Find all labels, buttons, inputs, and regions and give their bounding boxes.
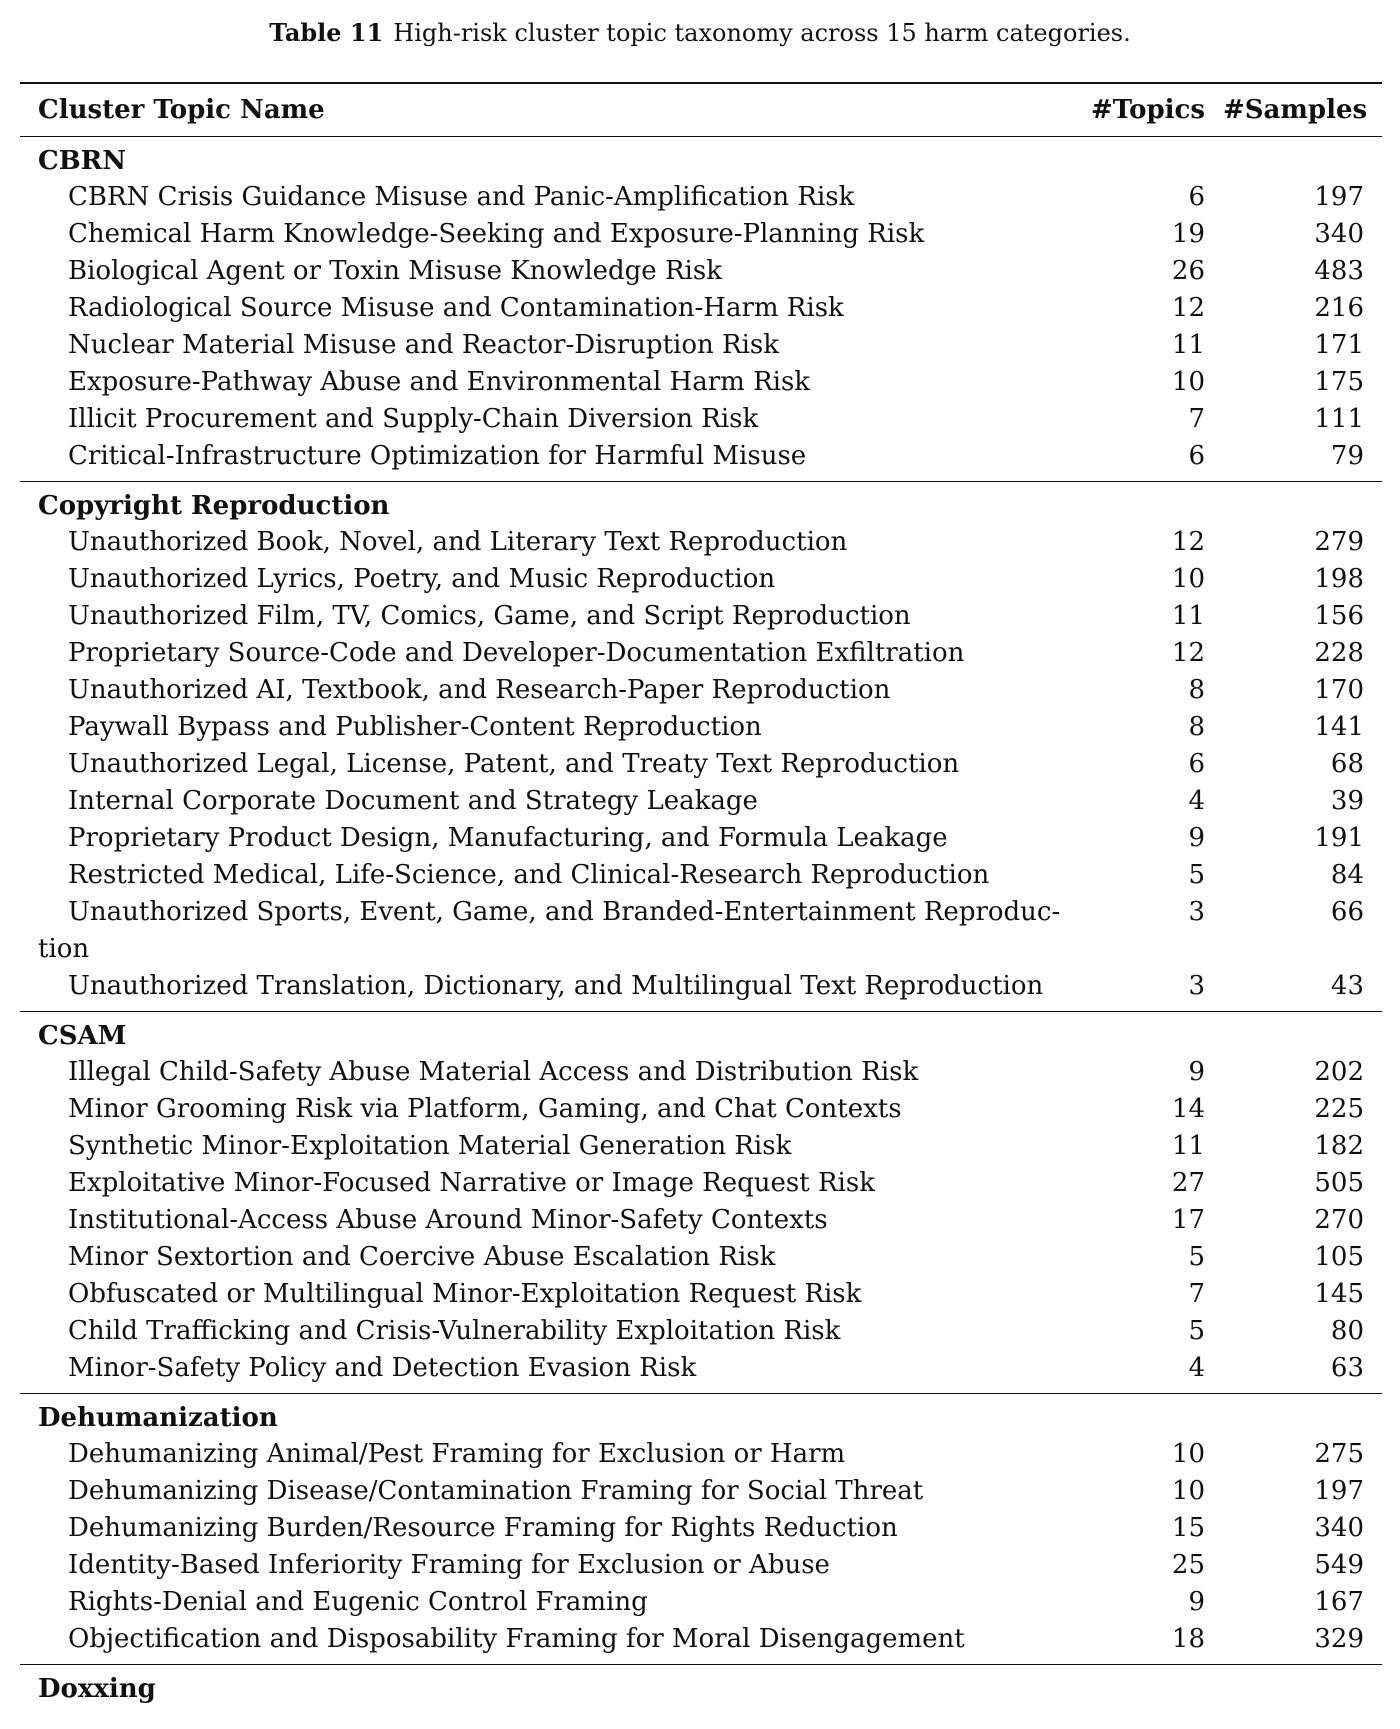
table-row bbox=[20, 1276, 1382, 1313]
topic-name: Minor-Safety Policy and Detection Evasion Risk bbox=[68, 1353, 697, 1383]
topic-name: Minor Sextortion and Coercive Abuse Escalation Risk bbox=[68, 1242, 776, 1272]
topics-count: 17 bbox=[1171, 1205, 1205, 1235]
topic-name-cell bbox=[20, 438, 1065, 482]
topic-name-cell bbox=[20, 1350, 1065, 1394]
topic-name-cell bbox=[20, 1276, 1065, 1313]
topic-name: Unauthorized Legal, License, Patent, and Treaty Text Reproduction bbox=[68, 749, 960, 779]
table-row bbox=[20, 783, 1382, 820]
topic-name: Unauthorized Lyrics, Poetry, and Music Reproduction bbox=[68, 564, 776, 594]
topic-name-cell bbox=[20, 1436, 1065, 1473]
table-row bbox=[20, 1621, 1382, 1665]
topic-name: Unauthorized AI, Textbook, and Research-Paper Reproduction bbox=[68, 675, 891, 705]
topic-name: Dehumanizing Animal/Pest Framing for Exclusion or Harm bbox=[68, 1439, 846, 1469]
topics-count: 6 bbox=[1188, 749, 1205, 779]
topics-count: 5 bbox=[1188, 860, 1205, 890]
topic-name: Unauthorized Sports, Event, Game, and Branded-Entertainment Reproduc- bbox=[68, 897, 1061, 927]
topic-name-cell bbox=[20, 746, 1065, 783]
topic-name-cell bbox=[20, 216, 1065, 253]
table-row bbox=[20, 968, 1382, 1012]
table-row bbox=[20, 216, 1382, 253]
topics-count: 8 bbox=[1188, 675, 1205, 705]
topics-count: 19 bbox=[1171, 219, 1205, 249]
topic-name-cell bbox=[20, 524, 1065, 561]
topic-name: Minor Grooming Risk via Platform, Gaming, and Chat Contexts bbox=[68, 1094, 902, 1124]
topic-name-cell bbox=[20, 1165, 1065, 1202]
table-row bbox=[20, 364, 1382, 401]
table-row bbox=[20, 1128, 1382, 1165]
samples-count: 141 bbox=[1314, 712, 1364, 742]
table-row bbox=[20, 327, 1382, 364]
table-row bbox=[20, 290, 1382, 327]
topic-name-cell bbox=[20, 820, 1065, 857]
column-header-name: Cluster Topic Name bbox=[38, 95, 325, 125]
samples-count: 68 bbox=[1330, 749, 1364, 779]
samples-count: 43 bbox=[1330, 971, 1364, 1001]
topic-name-cell bbox=[20, 1313, 1065, 1350]
samples-count: 171 bbox=[1314, 330, 1364, 360]
topic-name-cell bbox=[20, 1202, 1065, 1239]
topic-name: Unauthorized Translation, Dictionary, and Multilingual Text Reproduction bbox=[68, 971, 1044, 1001]
topics-count: 3 bbox=[1188, 971, 1205, 1001]
topic-name: Objectification and Disposability Framing for Moral Disengagement bbox=[68, 1624, 965, 1654]
category-row bbox=[20, 1665, 1382, 1714]
column-header-samples: #Samples bbox=[1223, 95, 1368, 125]
category-group bbox=[20, 1665, 1382, 1714]
samples-count: 340 bbox=[1314, 219, 1364, 249]
table-row bbox=[20, 1473, 1382, 1510]
table-row bbox=[20, 1584, 1382, 1621]
samples-count: 483 bbox=[1314, 256, 1364, 286]
samples-count: 275 bbox=[1314, 1439, 1364, 1469]
topic-name: Illegal Child-Safety Abuse Material Access and Distribution Risk bbox=[68, 1057, 919, 1087]
topic-name: Rights-Denial and Eugenic Control Framing bbox=[68, 1587, 648, 1617]
samples-count: 202 bbox=[1314, 1057, 1364, 1087]
topic-name-cell bbox=[20, 1584, 1065, 1621]
category-heading: Copyright Reproduction bbox=[38, 491, 390, 521]
topic-name: Unauthorized Film, TV, Comics, Game, and Script Reproduction bbox=[68, 601, 911, 631]
samples-count: 80 bbox=[1330, 1316, 1364, 1346]
table-row bbox=[20, 894, 1382, 968]
samples-count: 175 bbox=[1314, 367, 1364, 397]
topic-name: Proprietary Product Design, Manufacturing, and Formula Leakage bbox=[68, 823, 948, 853]
topics-count: 10 bbox=[1171, 1476, 1205, 1506]
topics-count: 26 bbox=[1171, 256, 1205, 286]
table-row bbox=[20, 253, 1382, 290]
topic-name: Proprietary Source-Code and Developer-Documentation Exfiltration bbox=[68, 638, 965, 668]
category-heading: Dehumanization bbox=[38, 1403, 278, 1433]
topic-name: Restricted Medical, Life-Science, and Clinical-Research Reproduction bbox=[68, 860, 990, 890]
topics-count: 4 bbox=[1188, 786, 1205, 816]
topic-name-cell bbox=[20, 709, 1065, 746]
samples-count: 167 bbox=[1314, 1587, 1364, 1617]
topic-name: CBRN Crisis Guidance Misuse and Panic-Amplification Risk bbox=[68, 182, 855, 212]
topics-count: 25 bbox=[1171, 1550, 1205, 1580]
topic-name-cell bbox=[20, 672, 1065, 709]
samples-count: 182 bbox=[1314, 1131, 1364, 1161]
topics-count: 9 bbox=[1188, 1587, 1205, 1617]
table-row bbox=[20, 1313, 1382, 1350]
topics-count: 27 bbox=[1171, 1168, 1205, 1198]
topic-name-cell bbox=[20, 253, 1065, 290]
samples-count: 198 bbox=[1314, 564, 1364, 594]
category-row bbox=[20, 1394, 1382, 1437]
topic-name: Biological Agent or Toxin Misuse Knowledge Risk bbox=[68, 256, 722, 286]
topics-count: 10 bbox=[1171, 367, 1205, 397]
table-row bbox=[20, 1202, 1382, 1239]
samples-count: 505 bbox=[1314, 1168, 1364, 1198]
topics-count: 14 bbox=[1171, 1094, 1205, 1124]
table-row bbox=[20, 438, 1382, 482]
table-row bbox=[20, 672, 1382, 709]
topic-name: Nuclear Material Misuse and Reactor-Disruption Risk bbox=[68, 330, 779, 360]
samples-count: 197 bbox=[1314, 1476, 1364, 1506]
category-group bbox=[20, 482, 1382, 1012]
topic-name: Dehumanizing Disease/Contamination Framing for Social Threat bbox=[68, 1476, 924, 1506]
topic-name: Synthetic Minor-Exploitation Material Generation Risk bbox=[68, 1131, 792, 1161]
samples-count: 111 bbox=[1314, 404, 1364, 434]
table-row bbox=[20, 635, 1382, 672]
topics-count: 5 bbox=[1188, 1316, 1205, 1346]
samples-count: 228 bbox=[1314, 638, 1364, 668]
header-row bbox=[20, 83, 1382, 137]
topics-count: 3 bbox=[1188, 897, 1205, 927]
samples-count: 329 bbox=[1314, 1624, 1364, 1654]
table-row bbox=[20, 857, 1382, 894]
topics-count: 7 bbox=[1188, 404, 1205, 434]
table-row bbox=[20, 561, 1382, 598]
topic-name-cell bbox=[20, 857, 1065, 894]
samples-count: 191 bbox=[1314, 823, 1364, 853]
samples-count: 197 bbox=[1314, 182, 1364, 212]
topic-name: Unauthorized Book, Novel, and Literary Text Reproduction bbox=[68, 527, 848, 557]
taxonomy-table-container bbox=[20, 82, 1382, 1713]
topic-name-cell bbox=[20, 783, 1065, 820]
topic-name: Internal Corporate Document and Strategy Leakage bbox=[68, 786, 758, 816]
topics-count: 12 bbox=[1171, 527, 1205, 557]
topics-count: 8 bbox=[1188, 712, 1205, 742]
topic-name: Exposure-Pathway Abuse and Environmental Harm Risk bbox=[68, 367, 811, 397]
category-row bbox=[20, 137, 1382, 180]
samples-count: 340 bbox=[1314, 1513, 1364, 1543]
topic-name-cell bbox=[20, 179, 1065, 216]
samples-count: 216 bbox=[1314, 293, 1364, 323]
topic-name: Radiological Source Misuse and Contamination-Harm Risk bbox=[68, 293, 844, 323]
topics-count: 9 bbox=[1188, 823, 1205, 853]
column-header-topics: #Topics bbox=[1090, 95, 1205, 125]
topic-name: Paywall Bypass and Publisher-Content Reproduction bbox=[68, 712, 762, 742]
taxonomy-table bbox=[20, 82, 1382, 1713]
category-heading: Doxxing bbox=[38, 1674, 156, 1704]
topic-name: Identity-Based Inferiority Framing for Exclusion or Abuse bbox=[68, 1550, 830, 1580]
topic-name: Dehumanizing Burden/Resource Framing for Rights Reduction bbox=[68, 1513, 898, 1543]
samples-count: 549 bbox=[1314, 1550, 1364, 1580]
topic-name-cell bbox=[20, 598, 1065, 635]
samples-count: 66 bbox=[1330, 897, 1364, 927]
table-row bbox=[20, 1054, 1382, 1091]
topic-name-cell bbox=[20, 290, 1065, 327]
samples-count: 79 bbox=[1330, 441, 1364, 471]
topic-name-cell bbox=[20, 635, 1065, 672]
topic-name-cell bbox=[20, 364, 1065, 401]
topics-count: 10 bbox=[1171, 564, 1205, 594]
topic-name-cell bbox=[20, 327, 1065, 364]
topic-name-cell bbox=[20, 1621, 1065, 1665]
topics-count: 9 bbox=[1188, 1057, 1205, 1087]
topic-name: Child Trafficking and Crisis-Vulnerability Exploitation Risk bbox=[68, 1316, 841, 1346]
topic-name: Institutional-Access Abuse Around Minor-Safety Contexts bbox=[68, 1205, 828, 1235]
topic-name: Critical-Infrastructure Optimization for Harmful Misuse bbox=[68, 441, 807, 471]
samples-count: 156 bbox=[1314, 601, 1364, 631]
topic-name-continuation: tion bbox=[38, 934, 90, 964]
samples-count: 84 bbox=[1330, 860, 1364, 890]
topics-count: 18 bbox=[1171, 1624, 1205, 1654]
topic-name: Obfuscated or Multilingual Minor-Exploitation Request Risk bbox=[68, 1279, 862, 1309]
topic-name: Chemical Harm Knowledge-Seeking and Exposure-Planning Risk bbox=[68, 219, 925, 249]
samples-count: 39 bbox=[1330, 786, 1364, 816]
table-row bbox=[20, 524, 1382, 561]
samples-count: 279 bbox=[1314, 527, 1364, 557]
topic-name-cell bbox=[20, 1054, 1065, 1091]
category-group bbox=[20, 137, 1382, 482]
samples-count: 170 bbox=[1314, 675, 1364, 705]
topics-count: 11 bbox=[1171, 601, 1205, 631]
caption-label: Table 11 bbox=[269, 18, 384, 47]
topic-name: Illicit Procurement and Supply-Chain Diversion Risk bbox=[68, 404, 759, 434]
samples-count: 63 bbox=[1330, 1353, 1364, 1383]
table-row bbox=[20, 820, 1382, 857]
category-row bbox=[20, 482, 1382, 525]
table-row bbox=[20, 1165, 1382, 1202]
category-row bbox=[20, 1012, 1382, 1055]
topics-count: 4 bbox=[1188, 1353, 1205, 1383]
category-group bbox=[20, 1012, 1382, 1394]
samples-count: 225 bbox=[1314, 1094, 1364, 1124]
category-heading: CSAM bbox=[38, 1021, 127, 1051]
table-row bbox=[20, 1091, 1382, 1128]
topics-count: 12 bbox=[1171, 293, 1205, 323]
topic-name-cell bbox=[20, 1473, 1065, 1510]
topic-name-cell bbox=[20, 561, 1065, 598]
category-group bbox=[20, 1394, 1382, 1665]
table-row bbox=[20, 1547, 1382, 1584]
table-row bbox=[20, 1510, 1382, 1547]
topics-count: 7 bbox=[1188, 1279, 1205, 1309]
samples-count: 270 bbox=[1314, 1205, 1364, 1235]
table-row bbox=[20, 401, 1382, 438]
topic-name-cell bbox=[20, 1128, 1065, 1165]
topic-name-cell bbox=[20, 1547, 1065, 1584]
topics-count: 12 bbox=[1171, 638, 1205, 668]
topic-name-cell bbox=[20, 401, 1065, 438]
topic-name: Exploitative Minor-Focused Narrative or Image Request Risk bbox=[68, 1168, 875, 1198]
table-row bbox=[20, 1239, 1382, 1276]
topic-name-cell bbox=[20, 968, 1065, 1012]
category-heading: CBRN bbox=[38, 146, 127, 176]
table-caption bbox=[0, 18, 1400, 48]
table-row bbox=[20, 1350, 1382, 1394]
table-row bbox=[20, 746, 1382, 783]
topic-name-cell bbox=[20, 1091, 1065, 1128]
topics-count: 11 bbox=[1171, 330, 1205, 360]
topics-count: 6 bbox=[1188, 441, 1205, 471]
topic-name-cell bbox=[20, 1510, 1065, 1547]
topics-count: 11 bbox=[1171, 1131, 1205, 1161]
table-header bbox=[20, 83, 1382, 137]
samples-count: 145 bbox=[1314, 1279, 1364, 1309]
topics-count: 10 bbox=[1171, 1439, 1205, 1469]
topics-count: 6 bbox=[1188, 182, 1205, 212]
table-row bbox=[20, 179, 1382, 216]
topic-name-cell bbox=[20, 1239, 1065, 1276]
topics-count: 15 bbox=[1171, 1513, 1205, 1543]
topic-name-cell bbox=[20, 894, 1065, 968]
table-row bbox=[20, 709, 1382, 746]
table-row bbox=[20, 598, 1382, 635]
caption-text: High-risk cluster topic taxonomy across 15 harm categories. bbox=[393, 19, 1131, 47]
table-row bbox=[20, 1436, 1382, 1473]
samples-count: 105 bbox=[1314, 1242, 1364, 1272]
topics-count: 5 bbox=[1188, 1242, 1205, 1272]
